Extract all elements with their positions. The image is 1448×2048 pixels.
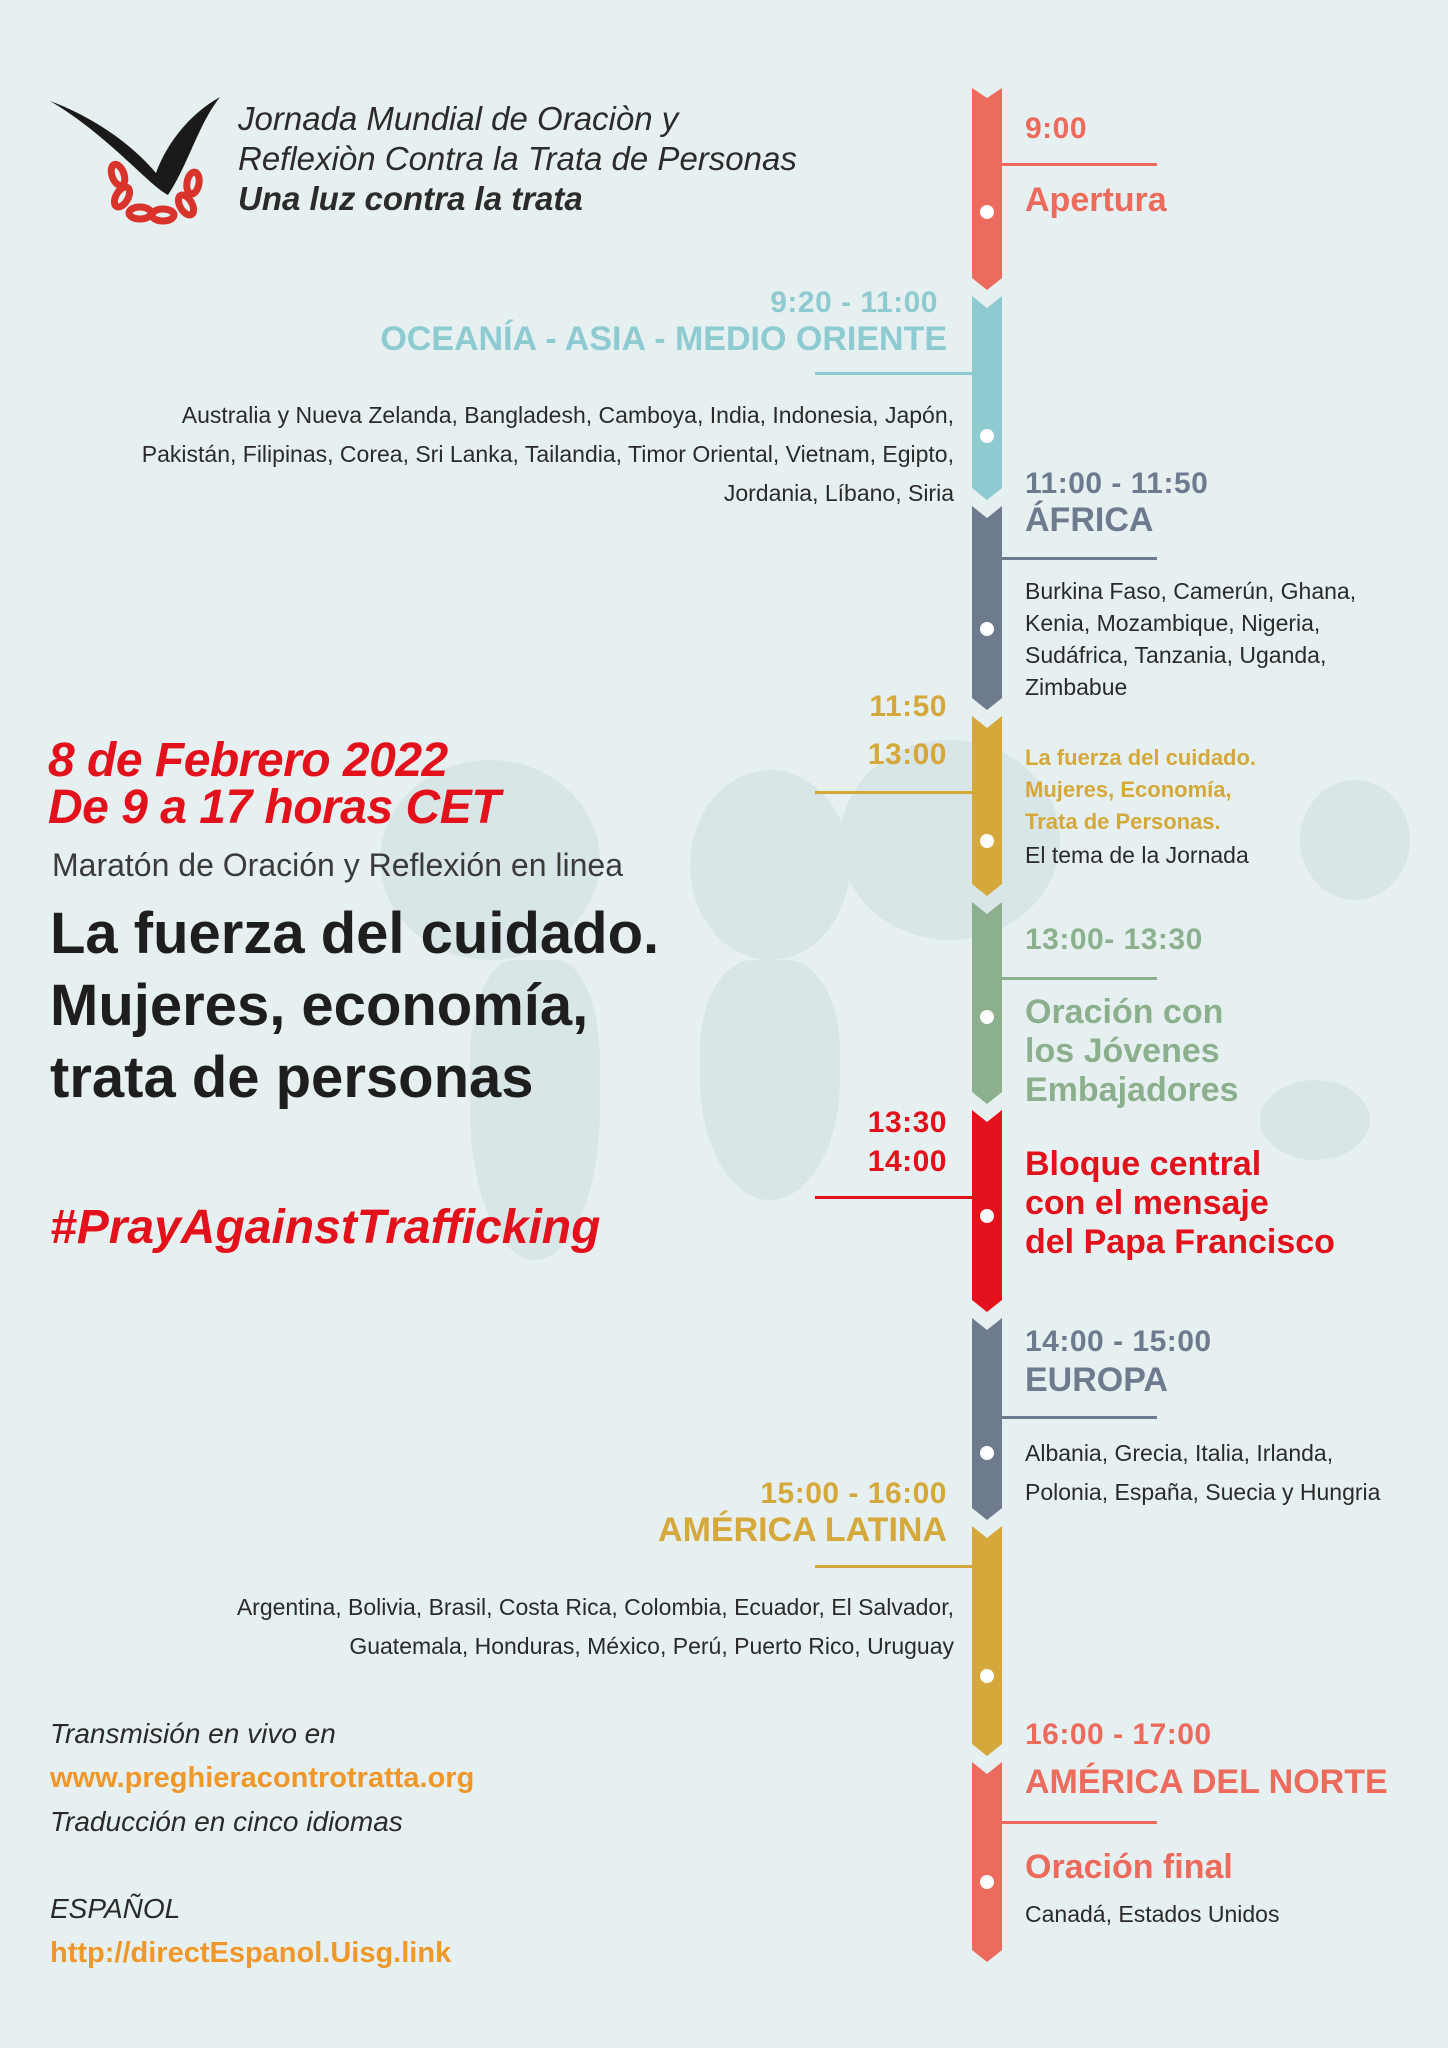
timeline-segment-theme xyxy=(972,716,1002,896)
language-link[interactable]: http://directEspanol.Uisg.link xyxy=(50,1937,452,1969)
time-central-end: 14:00 xyxy=(867,1145,947,1178)
timeline-dot xyxy=(980,205,994,219)
event-subtitle: Maratón de Oración y Reflexión en linea xyxy=(52,847,623,883)
time-theme-start: 11:50 xyxy=(869,690,947,723)
central-line-1: Bloque central xyxy=(1025,1145,1262,1183)
timeline-dot xyxy=(980,1209,994,1223)
timeline-dot xyxy=(980,1875,994,1889)
timeline-segment-america-norte xyxy=(972,1762,1002,1962)
countries-america-norte: Canadá, Estados Unidos xyxy=(1025,1901,1280,1927)
region-oceania: OCEANÍA - ASIA - MEDIO ORIENTE xyxy=(380,320,947,358)
region-america-latina: AMÉRICA LATINA xyxy=(658,1511,947,1549)
youth-line-3: Embajadores xyxy=(1025,1071,1239,1109)
title-apertura: Apertura xyxy=(1025,181,1167,219)
logo-bird-chain-icon xyxy=(48,95,223,230)
translation-note: Traducción en cinco idiomas xyxy=(50,1806,403,1837)
language-label: ESPAÑOL xyxy=(50,1893,181,1924)
timeline-dot xyxy=(980,429,994,443)
timeline-segment-europa xyxy=(972,1318,1002,1520)
timeline-dot xyxy=(980,1010,994,1024)
timeline-segment-africa xyxy=(972,506,1002,710)
hashtag[interactable]: #PrayAgainstTrafficking xyxy=(50,1201,601,1254)
timeline-connector xyxy=(1002,977,1157,980)
time-europa: 14:00 - 15:00 xyxy=(1025,1325,1212,1358)
timeline-dot xyxy=(980,834,994,848)
timeline-connector xyxy=(815,1565,972,1568)
header-tagline: Una luz contra la trata xyxy=(238,180,583,217)
central-line-2: con el mensaje xyxy=(1025,1184,1269,1222)
time-africa: 11:00 - 11:50 xyxy=(1025,467,1209,500)
timeline-segment-america-latina xyxy=(972,1526,1002,1756)
event-title-line-3: trata de personas xyxy=(50,1045,534,1110)
time-america-latina: 15:00 - 16:00 xyxy=(760,1477,947,1510)
timeline-dot xyxy=(980,622,994,636)
theme-line-2: Mujeres, Economía, xyxy=(1025,777,1232,802)
theme-line-3: Trata de Personas. xyxy=(1025,809,1221,834)
time-america-norte: 16:00 - 17:00 xyxy=(1025,1718,1212,1751)
timeline-connector xyxy=(815,372,972,375)
theme-note: El tema de la Jornada xyxy=(1025,842,1249,868)
header-line-1: Jornada Mundial de Oraciòn y xyxy=(238,100,679,137)
region-europa: EUROPA xyxy=(1025,1361,1168,1399)
time-oceania: 9:20 - 11:00 xyxy=(770,286,938,319)
youth-line-2: los Jóvenes xyxy=(1025,1032,1220,1070)
live-label: Transmisión en vivo en xyxy=(50,1718,336,1749)
central-line-3: del Papa Francisco xyxy=(1025,1223,1335,1261)
countries-europa-1: Albania, Grecia, Italia, Irlanda, xyxy=(1025,1440,1334,1466)
timeline-connector xyxy=(1002,1821,1157,1824)
timeline-segment-apertura xyxy=(972,88,1002,290)
header-line-2: Reflexiòn Contra la Trata de Personas xyxy=(238,140,797,177)
time-apertura: 9:00 xyxy=(1025,112,1088,145)
countries-america-latina-1: Argentina, Bolivia, Brasil, Costa Rica, Colombia, Ecuador, El Salvador, xyxy=(236,1594,954,1620)
timeline-segment-youth xyxy=(972,902,1002,1104)
countries-oceania-2: Pakistán, Filipinas, Corea, Sri Lanka, Tailandia, Timor Oriental, Vietnam, Egipto, xyxy=(141,441,954,467)
event-title-line-2: Mujeres, economía, xyxy=(50,973,589,1038)
event-date: 8 de Febrero 2022 xyxy=(48,734,448,787)
time-central-start: 13:30 xyxy=(867,1106,947,1139)
timeline-connector xyxy=(815,791,972,794)
countries-oceania-3: Jordania, Líbano, Siria xyxy=(723,480,954,506)
countries-africa-3: Sudáfrica, Tanzania, Uganda, xyxy=(1025,642,1327,668)
youth-line-1: Oración con xyxy=(1025,993,1224,1031)
countries-africa-2: Kenia, Mozambique, Nigeria, xyxy=(1025,610,1321,636)
region-africa: ÁFRICA xyxy=(1025,501,1154,539)
timeline-connector xyxy=(1002,163,1157,166)
timeline-dot xyxy=(980,1669,994,1683)
timeline-dot xyxy=(980,1446,994,1460)
time-youth: 13:00- 13:30 xyxy=(1025,923,1203,956)
theme-line-1: La fuerza del cuidado. xyxy=(1025,745,1257,770)
timeline-connector xyxy=(1002,557,1157,560)
event-hours: De 9 a 17 horas CET xyxy=(48,781,501,834)
countries-europa-2: Polonia, España, Suecia y Hungria xyxy=(1025,1479,1381,1505)
timeline-connector xyxy=(815,1196,972,1199)
countries-oceania-1: Australia y Nueva Zelanda, Bangladesh, Camboya, India, Indonesia, Japón, xyxy=(181,402,954,428)
title-oracion-final: Oración final xyxy=(1025,1848,1233,1886)
timeline-segment-oceania xyxy=(972,296,1002,500)
site-link[interactable]: www.preghieracontrotratta.org xyxy=(50,1762,475,1794)
region-america-norte: AMÉRICA DEL NORTE xyxy=(1025,1763,1388,1801)
timeline-connector xyxy=(1002,1416,1157,1419)
countries-america-latina-2: Guatemala, Honduras, México, Perú, Puerto Rico, Uruguay xyxy=(349,1633,954,1659)
time-theme-end: 13:00 xyxy=(867,738,947,771)
countries-africa-4: Zimbabue xyxy=(1025,674,1128,700)
countries-africa-1: Burkina Faso, Camerún, Ghana, xyxy=(1025,578,1357,604)
event-title-line-1: La fuerza del cuidado. xyxy=(50,901,660,966)
